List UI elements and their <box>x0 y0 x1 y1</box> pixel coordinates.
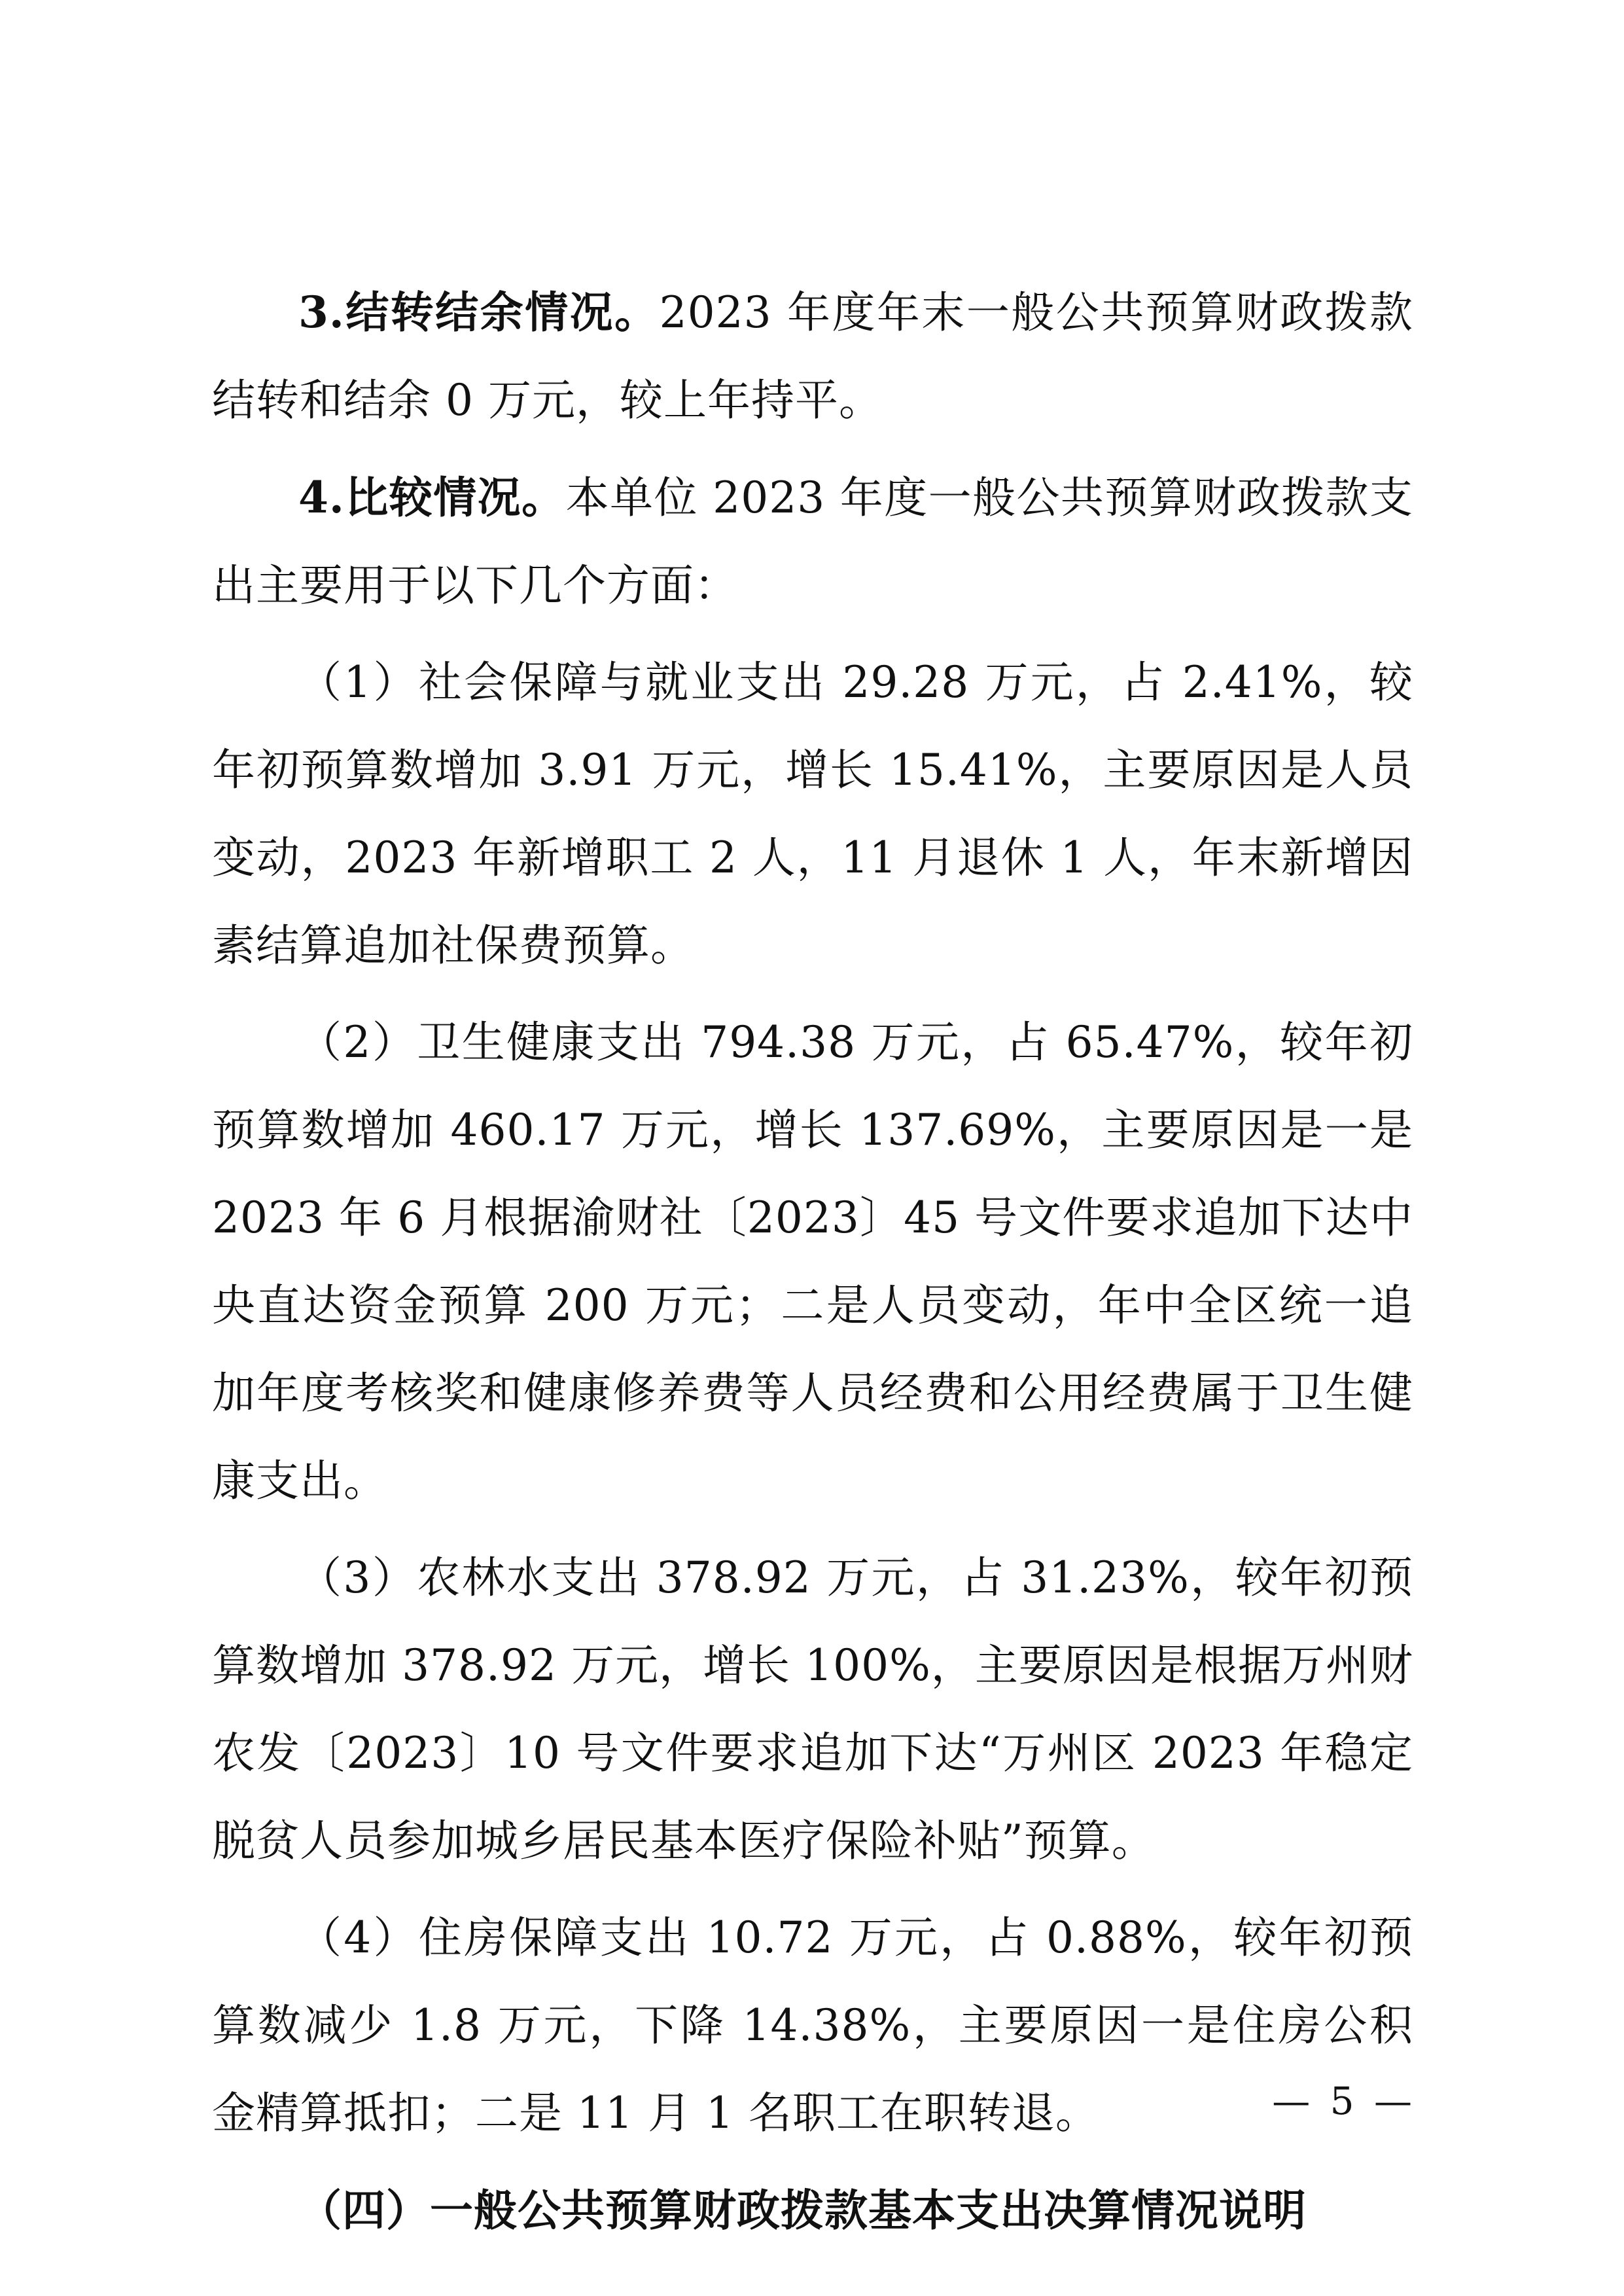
paragraph-lead: 4.比较情况。 <box>298 472 566 523</box>
paragraph-text: （4）住房保障支出 10.72 万元，占 0.88%，较年初预算数减少 1.8 万元，下降 14.38%，主要原因一是住房公积金精算抵扣；二是 11 月 1 名职工在职转退。 <box>212 1912 1413 2138</box>
paragraph-lead: 3.结转结余情况。 <box>298 287 660 338</box>
document-body <box>212 268 1413 2254</box>
paragraph-housing <box>212 1894 1413 2157</box>
paragraph-text: 本单位 2023 年度一般公共预算财政拨款支出主要用于以下几个方面： <box>212 473 1413 611</box>
paragraph-text: （1）社会保障与就业支出 29.28 万元，占 2.41%，较年初预算数增加 3.91 万元，增长 15.41%，主要原因是人员变动，2023 年新增职工 2 人，11 月退休 1 人，年末新增因素结算追加社保费预算。 <box>212 657 1413 971</box>
paragraph-carryover-balance <box>212 268 1413 444</box>
paragraph-social-security <box>212 639 1413 990</box>
paragraph-comparison <box>212 454 1413 630</box>
paragraph-health <box>212 999 1413 1525</box>
paragraph-text: （3）农林水支出 378.92 万元，占 31.23%，较年初预算数增加 378.92 万元，增长 100%，主要原因是根据万州财农发〔2023〕10 号文件要求追加下达“万州区 2023 年稳定脱贫人员参加城乡居民基本医疗保险补贴”预算。 <box>212 1552 1413 1866</box>
section-heading: （四）一般公共预算财政拨款基本支出决算情况说明 <box>298 2185 1307 2236</box>
paragraph-agriculture <box>212 1534 1413 1885</box>
paragraph-text: （2）卫生健康支出 794.38 万元，占 65.47%，较年初预算数增加 460.17 万元，增长 137.69%，主要原因是一是 2023 年 6 月根据渝财社〔2023〕45 号文件要求追加下达中央直达资金预算 200 万元；二是人员变动，年中全区统一追加年度考核奖和健康修养费等人员经费和公用经费属于卫生健康支出。 <box>212 1017 1413 1506</box>
page-number: — 5 — <box>1272 2079 1416 2123</box>
paragraph-text: 2023 年度年末一般公共预算财政拨款结转和结余 0 万元，较上年持平。 <box>212 287 1413 425</box>
